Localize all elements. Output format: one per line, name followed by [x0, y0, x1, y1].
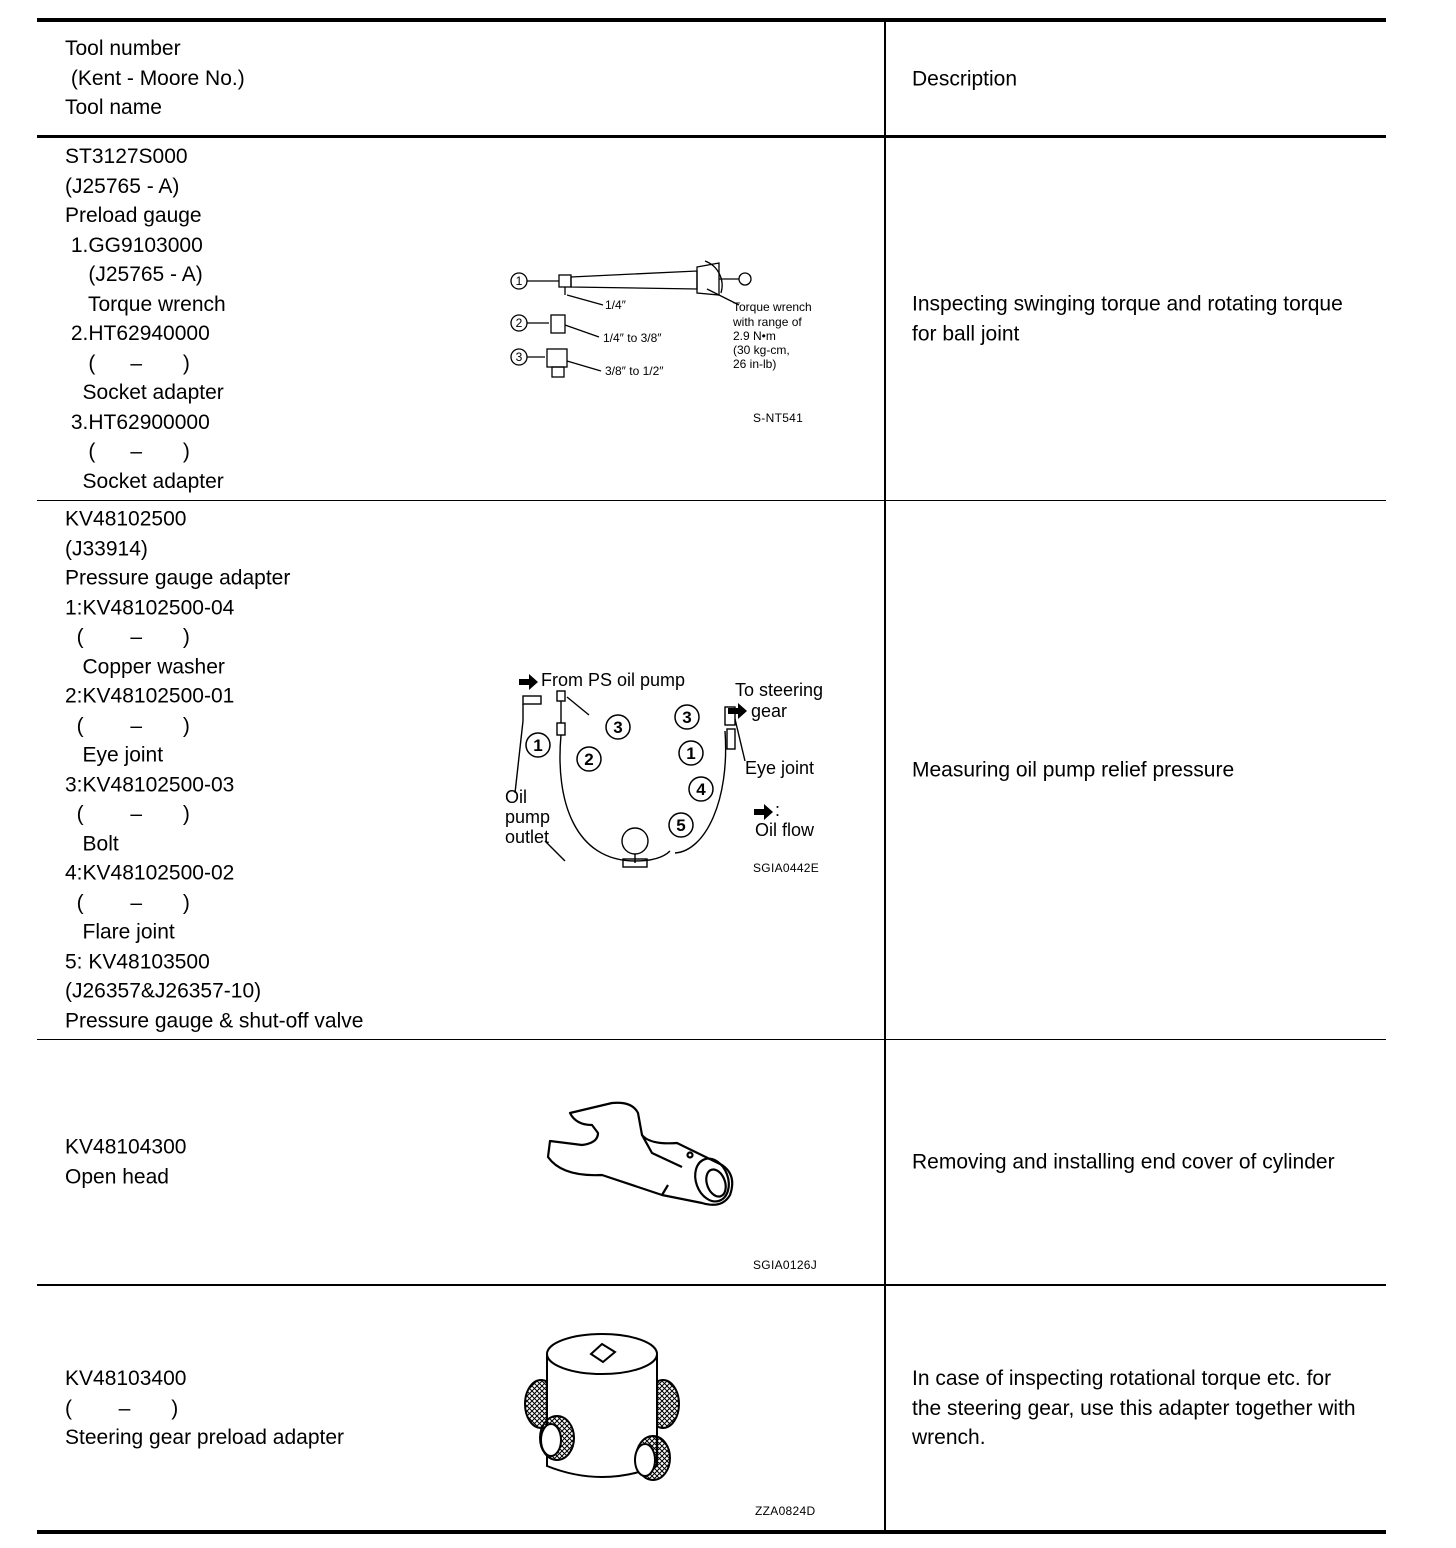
tool-lines: [65, 1133, 186, 1192]
tool-line: 2:KV48102500-01: [65, 684, 235, 708]
figure-label: To steering: [735, 680, 824, 700]
figure-label: with range of: [733, 315, 802, 329]
description-text: In case of inspecting rotational torque etc. for the steering gear, use this adapter together with wrench.: [912, 1366, 1356, 1449]
tool-line: ( – ): [65, 351, 190, 375]
tool-line: Eye joint: [65, 743, 164, 767]
table-row: [37, 137, 1386, 501]
tool-line: KV48103400: [65, 1366, 187, 1390]
tool-line: ( – ): [65, 891, 190, 914]
table-row: [37, 501, 1386, 1040]
description-text: Measuring oil pump relief pressure: [912, 758, 1235, 782]
tool-line: 1.GG9103000: [65, 233, 203, 257]
figure-label: Oil: [505, 787, 527, 807]
figure-label: Eye joint: [745, 758, 815, 778]
description-cell: [885, 137, 1386, 501]
description-text: Removing and installing end cover of cylinder: [912, 1150, 1335, 1174]
callout-label: 4: [696, 780, 706, 799]
description-cell: [885, 501, 1386, 1040]
header-line: Tool number: [65, 37, 181, 60]
tool-cell: [37, 1040, 885, 1286]
figure-label: 3/8″ to 1/2″: [605, 364, 664, 378]
figure-label: gear: [751, 701, 788, 721]
description-cell: [885, 1040, 1386, 1286]
tool-line: Flare joint: [65, 920, 175, 944]
open-head-wrench-figure: [542, 1095, 742, 1215]
tool-cell: [37, 501, 885, 1040]
header-description-cell: [885, 20, 1386, 137]
callout-label: 5: [676, 816, 686, 835]
tool-line: (J25765 - A): [65, 263, 203, 286]
figure-code: SGIA0442E: [753, 861, 820, 875]
tool-line: KV48102500: [65, 507, 187, 531]
tool-line: KV48104300: [65, 1135, 187, 1159]
special-service-tools-table: [37, 18, 1386, 1534]
tool-lines: [65, 142, 226, 496]
preload-gauge-figure: [507, 253, 847, 393]
figure-code: SGIA0126J: [753, 1258, 818, 1272]
header-tool-cell: [37, 20, 885, 137]
tool-cell: [37, 1285, 885, 1532]
callout-label: 1: [533, 736, 543, 755]
tool-line: Copper washer: [65, 655, 225, 678]
header-line: Tool name: [65, 96, 162, 119]
header-description: Description: [912, 66, 1018, 90]
tool-line: Open head: [65, 1165, 169, 1188]
tool-line: Socket adapter: [65, 381, 224, 404]
table-row: [37, 1040, 1386, 1286]
tool-line: Pressure gauge & shut-off valve: [65, 1009, 364, 1032]
figure-label: From PS oil pump: [541, 670, 686, 690]
callout-label: 1: [686, 744, 696, 763]
figure-label: 1/4″ to 3/8″: [603, 331, 662, 345]
figure-code: S-NT541: [753, 411, 804, 425]
callout-label: 3: [515, 350, 523, 364]
figure-label: pump: [505, 807, 551, 827]
figure-label: :: [775, 800, 781, 820]
header-line: (Kent - Moore No.): [65, 66, 245, 90]
figure-label: Torque wrench: [733, 300, 812, 314]
tool-line: 3.HT62900000: [65, 410, 210, 434]
callout-label: 1: [515, 274, 523, 288]
tool-line: ( – ): [65, 1396, 179, 1420]
figure-label: (30 kg-cm,: [733, 343, 790, 357]
tool-line: Steering gear preload adapter: [65, 1425, 345, 1449]
tool-line: Preload gauge: [65, 204, 202, 227]
tool-line: ( – ): [65, 625, 190, 649]
tool-line: Torque wrench: [65, 292, 226, 316]
tool-lines: [65, 1364, 344, 1453]
pressure-gauge-adapter-figure: [505, 661, 845, 871]
figure-label: outlet: [505, 827, 550, 847]
tool-line: 4:KV48102500-02: [65, 861, 235, 885]
figure-label: Oil flow: [755, 820, 815, 840]
figure-label: 26 in-lb): [733, 357, 777, 371]
tool-line: (J25765 - A): [65, 174, 180, 198]
callout-label: 3: [613, 718, 623, 737]
header-tool-lines: [65, 34, 245, 123]
tool-line: Bolt: [65, 832, 119, 855]
tool-line: (J26357&J26357-10): [65, 979, 262, 1003]
tool-line: ST3127S000: [65, 145, 188, 168]
tool-lines: [65, 505, 363, 1036]
tool-line: ( – ): [65, 440, 190, 463]
tool-line: Pressure gauge adapter: [65, 566, 291, 590]
tool-line: 2.HT62940000: [65, 322, 210, 345]
callout-label: 2: [515, 316, 523, 330]
tool-line: ( – ): [65, 802, 190, 826]
tool-line: ( – ): [65, 714, 190, 737]
figure-code: ZZA0824D: [755, 1504, 816, 1518]
description-text: Inspecting swinging torque and rotating torque for ball joint: [912, 292, 1343, 345]
tool-cell: [37, 137, 885, 501]
table-header-row: [37, 20, 1386, 137]
description-cell: [885, 1285, 1386, 1532]
tool-line: Socket adapter: [65, 469, 224, 493]
figure-label: 2.9 N•m: [733, 329, 776, 343]
figure-label: 1/4″: [605, 298, 626, 312]
tool-line: 5: KV48103500: [65, 950, 210, 973]
callout-label: 2: [584, 750, 594, 769]
tool-line: 1:KV48102500-04: [65, 596, 235, 619]
callout-label: 3: [682, 708, 692, 727]
tool-line: (J33914): [65, 537, 148, 560]
preload-adapter-figure: [517, 1326, 687, 1496]
table-row: [37, 1285, 1386, 1532]
tool-line: 3:KV48102500-03: [65, 773, 235, 796]
